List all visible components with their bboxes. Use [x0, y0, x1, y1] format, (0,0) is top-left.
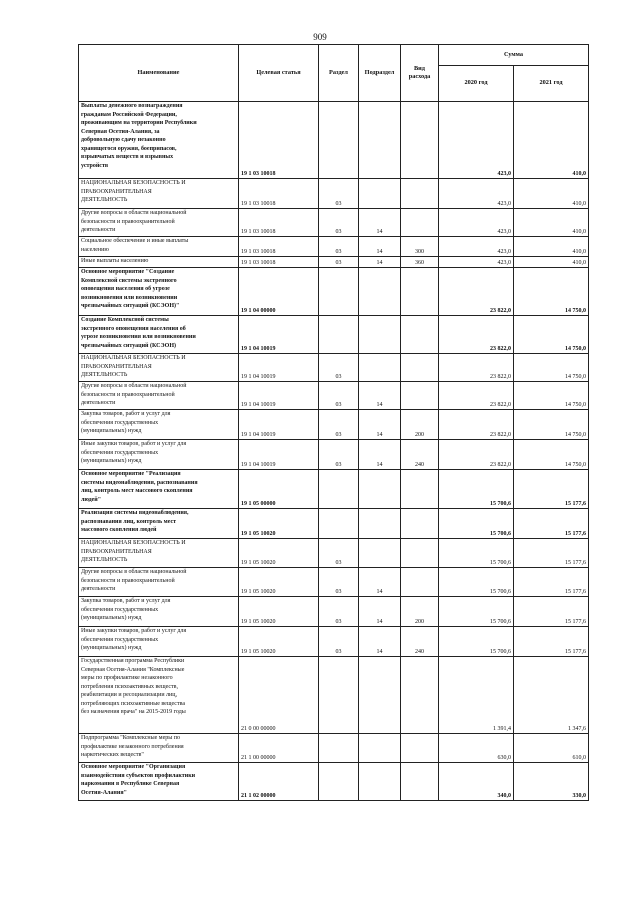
row-expense-type — [401, 268, 439, 316]
row-expense-type — [401, 179, 439, 209]
row-target-code: 19 1 05 10020 — [239, 539, 319, 568]
row-target-code: 19 1 03 10018 — [239, 179, 319, 209]
row-target-code: 19 1 05 00000 — [239, 470, 319, 509]
row-expense-type — [401, 209, 439, 237]
row-name: Подпрограмма "Комплексные меры по профилактике незаконного потребления наркотических веществ" — [79, 734, 239, 763]
row-section — [319, 102, 359, 179]
table-row — [79, 734, 589, 763]
row-name: Иные закупки товаров, работ и услуг для обеспечения государственных (муниципальных) нужд — [79, 440, 239, 470]
table-row — [79, 627, 589, 657]
table-row — [79, 179, 589, 209]
row-name: Реализация системы видеонаблюдения, распознавания лиц, контроль мест массового скопления людей — [79, 509, 239, 539]
row-target-code: 19 1 05 10020 — [239, 568, 319, 597]
table-row — [79, 763, 589, 801]
row-subsection — [359, 316, 401, 354]
row-name: НАЦИОНАЛЬНАЯ БЕЗОПАСНОСТЬ И ПРАВООХРАНИТЕЛЬНАЯ ДЕЯТЕЛЬНОСТЬ — [79, 354, 239, 382]
row-expense-type: 200 — [401, 410, 439, 440]
row-expense-type — [401, 763, 439, 801]
budget-table — [78, 44, 589, 801]
row-amount-2020: 15 700,6 — [439, 627, 514, 657]
row-target-code: 19 1 04 10019 — [239, 410, 319, 440]
row-name: Основное мероприятие "Организация взаимодействия субъектов профилактики наркомании в Республике Северная Осетия-Алания" — [79, 763, 239, 801]
row-section: 03 — [319, 410, 359, 440]
row-amount-2021: 14 750,0 — [514, 440, 589, 470]
row-section — [319, 657, 359, 734]
row-subsection: 14 — [359, 237, 401, 257]
row-amount-2020: 15 700,6 — [439, 568, 514, 597]
row-amount-2021: 410,0 — [514, 257, 589, 268]
table-row — [79, 102, 589, 179]
row-section: 03 — [319, 257, 359, 268]
row-amount-2020: 23 822,0 — [439, 382, 514, 410]
row-amount-2020: 15 700,6 — [439, 509, 514, 539]
row-amount-2021: 410,0 — [514, 237, 589, 257]
row-target-code: 19 1 04 00000 — [239, 268, 319, 316]
row-expense-type — [401, 316, 439, 354]
row-subsection: 14 — [359, 257, 401, 268]
row-amount-2020: 340,0 — [439, 763, 514, 801]
header-year-2020: 2020 год — [439, 66, 514, 102]
row-section — [319, 470, 359, 509]
row-amount-2021: 14 750,0 — [514, 354, 589, 382]
row-amount-2021: 14 750,0 — [514, 316, 589, 354]
table-row — [79, 316, 589, 354]
row-amount-2020: 630,0 — [439, 734, 514, 763]
row-amount-2021: 15 177,6 — [514, 597, 589, 627]
header-expense-type: Вид расхода — [401, 45, 439, 102]
table-row — [79, 354, 589, 382]
row-subsection: 14 — [359, 440, 401, 470]
table-row — [79, 440, 589, 470]
row-target-code: 19 1 03 10018 — [239, 257, 319, 268]
row-subsection — [359, 179, 401, 209]
row-section — [319, 763, 359, 801]
row-amount-2021: 410,0 — [514, 179, 589, 209]
row-amount-2021: 14 750,0 — [514, 410, 589, 440]
row-section — [319, 509, 359, 539]
row-target-code: 19 1 04 10019 — [239, 440, 319, 470]
row-name: Другие вопросы в области национальной безопасности и правоохранительной деятельности — [79, 568, 239, 597]
row-expense-type: 300 — [401, 237, 439, 257]
row-subsection — [359, 509, 401, 539]
row-target-code: 21 1 02 00000 — [239, 763, 319, 801]
header-subsection: Подраздел — [359, 45, 401, 102]
row-amount-2020: 15 700,6 — [439, 597, 514, 627]
row-expense-type — [401, 657, 439, 734]
row-section: 03 — [319, 568, 359, 597]
row-name: Иные закупки товаров, работ и услуг для обеспечения государственных (муниципальных) нужд — [79, 627, 239, 657]
row-expense-type: 240 — [401, 627, 439, 657]
row-subsection — [359, 763, 401, 801]
row-expense-type — [401, 568, 439, 597]
row-section: 03 — [319, 539, 359, 568]
row-expense-type — [401, 539, 439, 568]
row-section — [319, 734, 359, 763]
row-amount-2020: 23 822,0 — [439, 410, 514, 440]
table-row — [79, 268, 589, 316]
row-name: Основное мероприятие "Создание Комплексной системы экстренного оповещения населения об угрозе возникновения или возникновении чрезвычайных ситуаций (КСЭОН)" — [79, 268, 239, 316]
table-row — [79, 539, 589, 568]
row-expense-type — [401, 734, 439, 763]
row-expense-type — [401, 382, 439, 410]
row-section: 03 — [319, 440, 359, 470]
table-row — [79, 470, 589, 509]
row-expense-type: 240 — [401, 440, 439, 470]
row-name: Социальное обеспечение и иные выплаты населению — [79, 237, 239, 257]
row-amount-2021: 610,0 — [514, 734, 589, 763]
row-target-code: 19 1 05 10020 — [239, 509, 319, 539]
row-amount-2020: 15 700,6 — [439, 539, 514, 568]
row-expense-type: 200 — [401, 597, 439, 627]
header-year-2021: 2021 год — [514, 66, 589, 102]
row-name: Выплаты денежного вознаграждения гражданам Российской Федерации, проживающим на территории Республики Северная Осетия-Алания, за добровольную сдачу незаконно хранящегося оружия, боеприпасов, взрывчатых веществ и взрывных устройств — [79, 102, 239, 179]
row-amount-2021: 410,0 — [514, 102, 589, 179]
row-amount-2020: 423,0 — [439, 179, 514, 209]
row-subsection — [359, 354, 401, 382]
table-row — [79, 568, 589, 597]
table-row — [79, 209, 589, 237]
row-name: НАЦИОНАЛЬНАЯ БЕЗОПАСНОСТЬ И ПРАВООХРАНИТЕЛЬНАЯ ДЕЯТЕЛЬНОСТЬ — [79, 179, 239, 209]
row-target-code: 19 1 03 10018 — [239, 102, 319, 179]
row-section — [319, 316, 359, 354]
row-subsection: 14 — [359, 209, 401, 237]
row-expense-type — [401, 354, 439, 382]
row-expense-type: 360 — [401, 257, 439, 268]
row-section: 03 — [319, 627, 359, 657]
row-amount-2021: 15 177,6 — [514, 470, 589, 509]
row-subsection — [359, 539, 401, 568]
row-amount-2021: 15 177,6 — [514, 568, 589, 597]
row-section: 03 — [319, 237, 359, 257]
row-amount-2020: 423,0 — [439, 102, 514, 179]
row-section — [319, 268, 359, 316]
row-amount-2021: 15 177,6 — [514, 509, 589, 539]
table-row — [79, 509, 589, 539]
row-name: Государственная программа Республики Северная Осетия-Алания "Комплексные меры по профилактике незаконного потребления психоактивных веществ, реабилитации и ресоциализации лиц, потребляющих психоактивные вещества без назначения врача" на 2015-2019 годы — [79, 657, 239, 734]
row-name: Создание Комплексной системы экстренного оповещения населения об угрозе возникновения или возникновении чрезвычайных ситуаций (КСЭОН) — [79, 316, 239, 354]
row-name: НАЦИОНАЛЬНАЯ БЕЗОПАСНОСТЬ И ПРАВООХРАНИТЕЛЬНАЯ ДЕЯТЕЛЬНОСТЬ — [79, 539, 239, 568]
row-subsection — [359, 470, 401, 509]
row-subsection — [359, 657, 401, 734]
table-row — [79, 597, 589, 627]
header-name: Наименование — [79, 45, 239, 102]
table-row — [79, 657, 589, 734]
row-expense-type — [401, 509, 439, 539]
row-expense-type — [401, 470, 439, 509]
table-row — [79, 410, 589, 440]
row-expense-type — [401, 102, 439, 179]
row-section: 03 — [319, 209, 359, 237]
row-amount-2021: 1 347,6 — [514, 657, 589, 734]
table-body — [79, 102, 589, 801]
row-target-code: 19 1 03 10018 — [239, 237, 319, 257]
header-target: Целевая статья — [239, 45, 319, 102]
row-name: Другие вопросы в области национальной безопасности и правоохранительной деятельности — [79, 382, 239, 410]
header-section: Раздел — [319, 45, 359, 102]
row-amount-2020: 23 822,0 — [439, 268, 514, 316]
row-target-code: 21 0 00 00000 — [239, 657, 319, 734]
row-amount-2020: 1 391,4 — [439, 657, 514, 734]
table-row — [79, 237, 589, 257]
row-amount-2021: 330,0 — [514, 763, 589, 801]
row-amount-2021: 14 750,0 — [514, 382, 589, 410]
row-amount-2020: 423,0 — [439, 237, 514, 257]
row-amount-2020: 423,0 — [439, 209, 514, 237]
row-name: Иные выплаты населению — [79, 257, 239, 268]
row-target-code: 21 1 00 00000 — [239, 734, 319, 763]
row-subsection: 14 — [359, 410, 401, 440]
row-name: Закупка товаров, работ и услуг для обеспечения государственных (муниципальных) нужд — [79, 597, 239, 627]
row-subsection: 14 — [359, 568, 401, 597]
row-name: Закупка товаров, работ и услуг для обеспечения государственных (муниципальных) нужд — [79, 410, 239, 440]
row-section: 03 — [319, 179, 359, 209]
row-subsection: 14 — [359, 597, 401, 627]
row-amount-2021: 410,0 — [514, 209, 589, 237]
row-subsection: 14 — [359, 627, 401, 657]
row-target-code: 19 1 05 10020 — [239, 597, 319, 627]
row-amount-2020: 423,0 — [439, 257, 514, 268]
row-target-code: 19 1 05 10020 — [239, 627, 319, 657]
row-amount-2020: 23 822,0 — [439, 354, 514, 382]
table-row — [79, 257, 589, 268]
row-section: 03 — [319, 597, 359, 627]
row-amount-2021: 15 177,6 — [514, 627, 589, 657]
row-subsection: 14 — [359, 382, 401, 410]
row-target-code: 19 1 04 10019 — [239, 316, 319, 354]
row-section: 03 — [319, 354, 359, 382]
row-amount-2021: 15 177,6 — [514, 539, 589, 568]
header-amount: Сумма — [439, 45, 589, 66]
row-name: Основное мероприятие "Реализация системы видеонаблюдения, распознавания лиц, контроль мест массового скопления людей" — [79, 470, 239, 509]
table-row — [79, 382, 589, 410]
row-subsection — [359, 734, 401, 763]
row-target-code: 19 1 04 10019 — [239, 354, 319, 382]
row-amount-2021: 14 750,0 — [514, 268, 589, 316]
page-number: 909 — [313, 32, 327, 42]
row-amount-2020: 23 822,0 — [439, 440, 514, 470]
row-subsection — [359, 102, 401, 179]
row-subsection — [359, 268, 401, 316]
row-name: Другие вопросы в области национальной безопасности и правоохранительной деятельности — [79, 209, 239, 237]
row-amount-2020: 15 700,6 — [439, 470, 514, 509]
row-section: 03 — [319, 382, 359, 410]
row-target-code: 19 1 04 10019 — [239, 382, 319, 410]
row-target-code: 19 1 03 10018 — [239, 209, 319, 237]
row-amount-2020: 23 822,0 — [439, 316, 514, 354]
